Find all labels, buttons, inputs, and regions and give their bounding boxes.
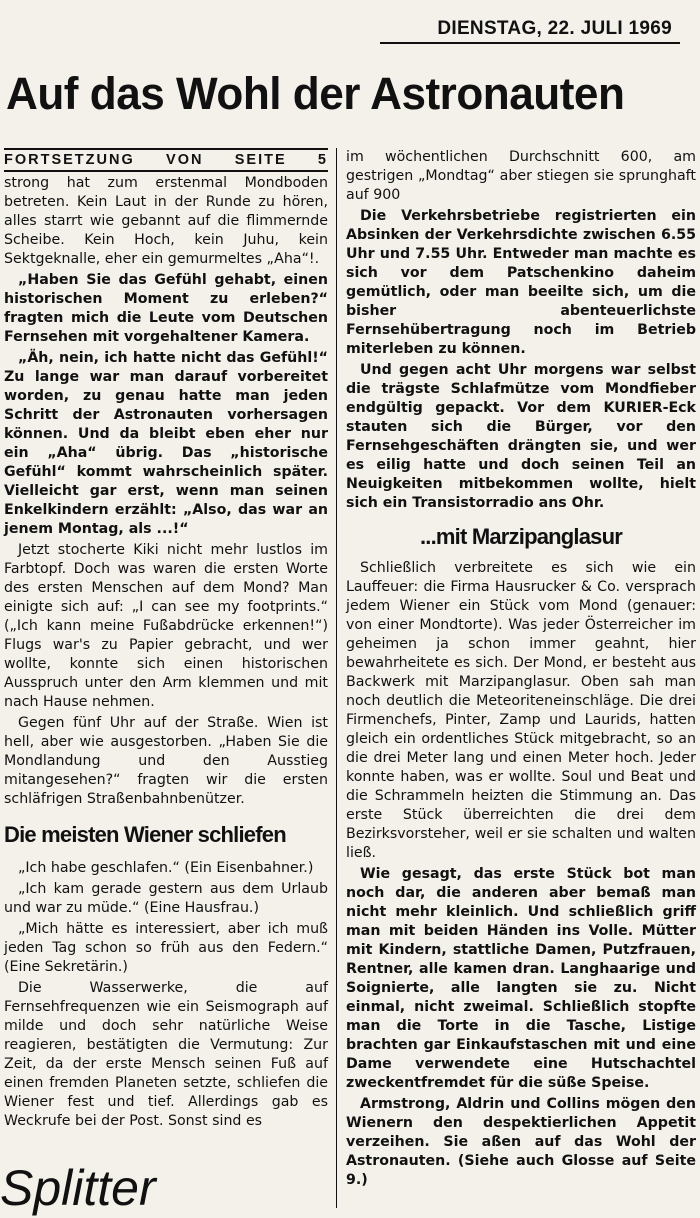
paragraph: im wöchentlichen Durchschnitt 600, am gestrigen „Mondtag“ aber stiegen sie sprunghaft auf 900 [346, 149, 696, 203]
left-paragraphs-top [4, 174, 328, 809]
paragraph: Gegen fünf Uhr auf der Straße. Wien ist hell, aber wie ausgestorben. „Haben Sie die Mondlandung und den Ausstieg mitangesehen?“ fragten wir die ersten schläfrigen Straßenbahnbenützer. [4, 715, 328, 807]
paragraph: Wie gesagt, das erste Stück bot man noch dar, die anderen aber bemaß man nicht mehr kleinlich. Und schließlich griff man mit beiden Händen ins Volle. Mütter mit Kindern, stattliche Damen, Putzfrauen, Rentner, alle kamen dran. Langhaarige und Soignierte, alle langten sie zu. Nicht einmal, nicht zweimal. Schließlich stopfte man die Torte in die Tasche, Listige brachten gar Einkaufstaschen mit und eine Dame verwendete eine Hutschachtel zweckentfremdet für die süße Speise. [346, 866, 696, 1091]
paragraph: „Haben Sie das Gefühl gehabt, einen historischen Moment zu erleben?“ fragten mich die Leute vom Deutschen Fernsehen mit vorgehaltener Kamera. [4, 272, 328, 345]
paragraph: Armstrong, Aldrin und Collins mögen den Wienern den despektierlichen Appetit verzeihen. Sie aßen auf das Wohl der Astronauten. (Siehe auch Glosse auf Seite 9.) [346, 1096, 696, 1188]
paragraph: „Mich hätte es interessiert, aber ich muß jeden Tag schon so früh aus den Federn.“ (Eine Sekretärin.) [4, 921, 328, 975]
right-paragraphs-bottom [346, 559, 696, 1190]
paragraph: Die Wasserwerke, die auf Fernsehfrequenzen wie ein Seismograph auf milde und doch sehr natürliche Weise reagieren, bestätigten die Vermutung: Zur Zeit, da der erste Mensch seinen Fuß auf einen fremden Planeten setzte, schliefen die Wiener fest und tief. Allerdings gab es Weckrufe bei der Post. Sonst sind es [4, 980, 328, 1129]
subhead-left: Die meisten Wiener schliefen [4, 822, 286, 847]
paragraph: Jetzt stocherte Kiki nicht mehr lustlos im Farbtopf. Doch was waren die ersten Worte des ersten Menschen auf dem Mond? Man einigte sich auf: „I can see my footprints.“ („Ich kann meine Fußabdrücke erkennen!“) Flugs war's zu Papier gebracht, und wer wollte, konnte sich einen historischen Ausspruch unter den Arm klemmen und mit nach Hause nehmen. [4, 542, 328, 710]
paragraph: strong hat zum erstenmal Mondboden betreten. Kein Laut in der Runde zu hören, alles starrt wie gebannt auf die flimmernde Scheibe. Kein Hoch, kein Juhu, kein Sektgeknalle, eher ein gemurmeltes „Aha“!. [4, 175, 328, 267]
top-rule [380, 42, 680, 44]
paragraph: Schließlich verbreitete es sich wie ein Lauffeuer: die Firma Hausrucker & Co. versprach jedem Wiener ein Stück vom Mond (genauer: von einer Mondtorte). Was jeder Österreicher im geheimen ja schon immer geahnt, hier bewahrheitete es sich. Der Mond, er besteht aus Backwerk mit Marzipanglasur. Oben sah man noch deutlich die Meteoriteneinschläge. Die drei Firmenchefs, Pinter, Zamp und Laurids, hatten gleich ein ordentliches Stück mitgebracht, so an die drei Meter lang und einen Meter hoch. Jeder konnte haben, was er wollte. Soul und Beat und die Schrammeln heizten die Stimmung an. Das erste Stück überreichten die drei dem Bezirksvorsteher, weil er sie schalten und walten ließ. [346, 560, 696, 861]
left-paragraphs-bottom [4, 859, 328, 1131]
left-column [4, 148, 328, 1133]
paragraph: Die Verkehrsbetriebe registrierten ein Absinken der Verkehrsdichte zwischen 6.55 Uhr und 7.55 Uhr. Entweder man machte es sich vor dem Patschenkino daheim gemütlich, oder man beeilte sich, um die bisher abenteuerlichste Fernsehübertragung noch im Betrieb miterleben zu können. [346, 208, 696, 357]
continued-label: FORTSETZUNG VON SEITE 5 [4, 148, 328, 172]
paragraph: „Äh, nein, ich hatte nicht das Gefühl!“ Zu lange war man darauf vorbereitet worden, zu genau hatte man jeden Schritt der Astronauten vorhersagen können. Und da bleibt eben eher nur ein „Aha“ übrig. Das „historische Gefühl“ kommt wahrscheinlich später. Vielleicht gar erst, wenn man seinen Enkelkindern erzählt: „Also, das war an jenem Montag, als ...!“ [4, 350, 328, 537]
right-paragraphs-top [346, 148, 696, 513]
right-column [346, 148, 696, 1192]
paragraph: „Ich kam gerade gestern aus dem Urlaub und war zu müde.“ (Eine Hausfrau.) [4, 881, 328, 916]
column-divider [336, 148, 337, 1208]
paragraph: Und gegen acht Uhr morgens war selbst die trägste Schlafmütze vom Mondfieber endgültig gepackt. Vor dem KURIER-Eck stauten sich die Bürger, vor den Fernsehgeschäften drängten sie, und wer es eilig hatte und doch seinen Teil an Neuigkeiten mitbekommen wollte, hielt sich ein Transistorradio ans Ohr. [346, 362, 696, 511]
footer-fragment: Splitter [0, 1160, 156, 1216]
paragraph: „Ich habe geschlafen.“ (Ein Eisenbahner.) [18, 860, 314, 876]
dateline: DIENSTAG, 22. JULI 1969 [437, 18, 672, 39]
subhead-right: ...mit Marzipanglasur [419, 524, 623, 549]
headline: Auf das Wohl der Astronauten [6, 68, 625, 119]
